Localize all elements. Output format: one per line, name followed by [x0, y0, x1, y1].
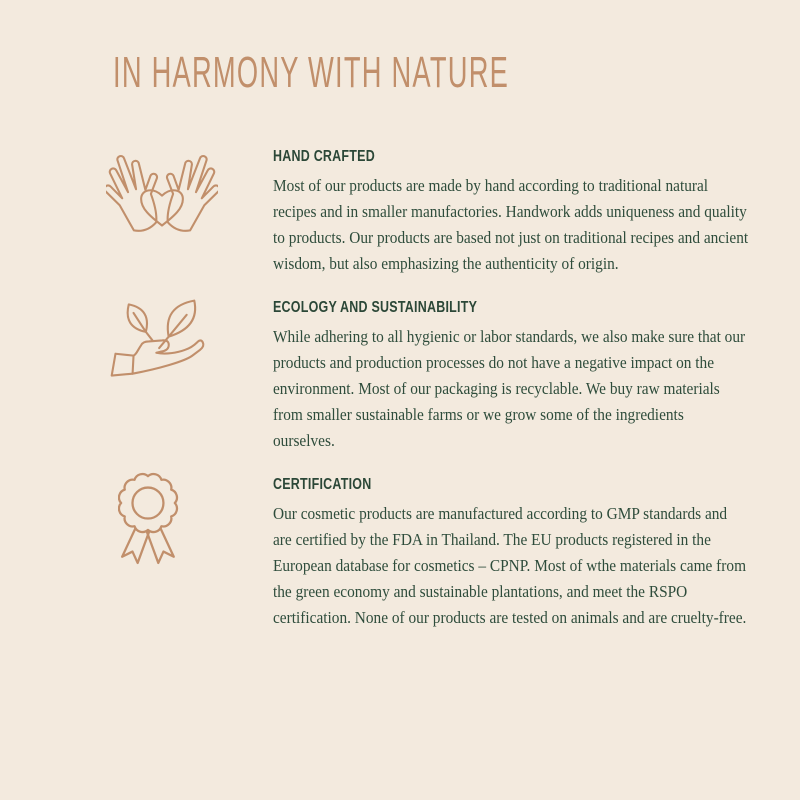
- page-title: [0, 0, 800, 98]
- feature-icon-column: [106, 295, 273, 386]
- page-title-text: IN HARMONY WITH NATURE: [113, 48, 510, 97]
- feature-hand-crafted: [106, 144, 800, 277]
- certificate-badge-icon: [118, 470, 180, 565]
- feature-icon-column: [106, 472, 273, 565]
- feature-title: ECOLOGY AND SUSTAINABILITY: [273, 299, 478, 316]
- feature-body: Our cosmetic products are manufactured according to GMP standards and are certified by the FDA in Thailand. The EU products registered in the European database for cosmetics – CPNP. Most of wthe materials came from the green economy and sustainable plantations, and meet the RSPO certification. None of our products are tested on animals and are cruelty-free.: [273, 504, 747, 627]
- feature-text-column: [273, 144, 785, 277]
- hands-heart-icon: [106, 142, 218, 235]
- feature-text-column: [273, 472, 785, 631]
- feature-certification: [106, 472, 800, 631]
- feature-title: HAND CRAFTED: [273, 148, 375, 165]
- feature-list: [0, 144, 800, 631]
- feature-ecology-sustainability: [106, 295, 800, 454]
- feature-title: CERTIFICATION: [273, 476, 372, 493]
- hand-leaves-icon: [106, 293, 218, 386]
- feature-icon-column: [106, 144, 273, 235]
- feature-body: Most of our products are made by hand according to traditional natural recipes and in smaller manufactories. Handwork adds uniqueness and quality to products. Our products are based not just on traditional recipes and ancient wisdom, but also emphasizing the authenticity of origin.: [273, 176, 749, 273]
- feature-body: While adhering to all hygienic or labor standards, we also make sure that our products and production processes do not have a negative impact on the environment. Most of our packaging is recyclable. We buy raw materials from smaller sustainable farms or we grow some of the ingredients ourselves.: [273, 327, 746, 450]
- feature-text-column: [273, 295, 785, 454]
